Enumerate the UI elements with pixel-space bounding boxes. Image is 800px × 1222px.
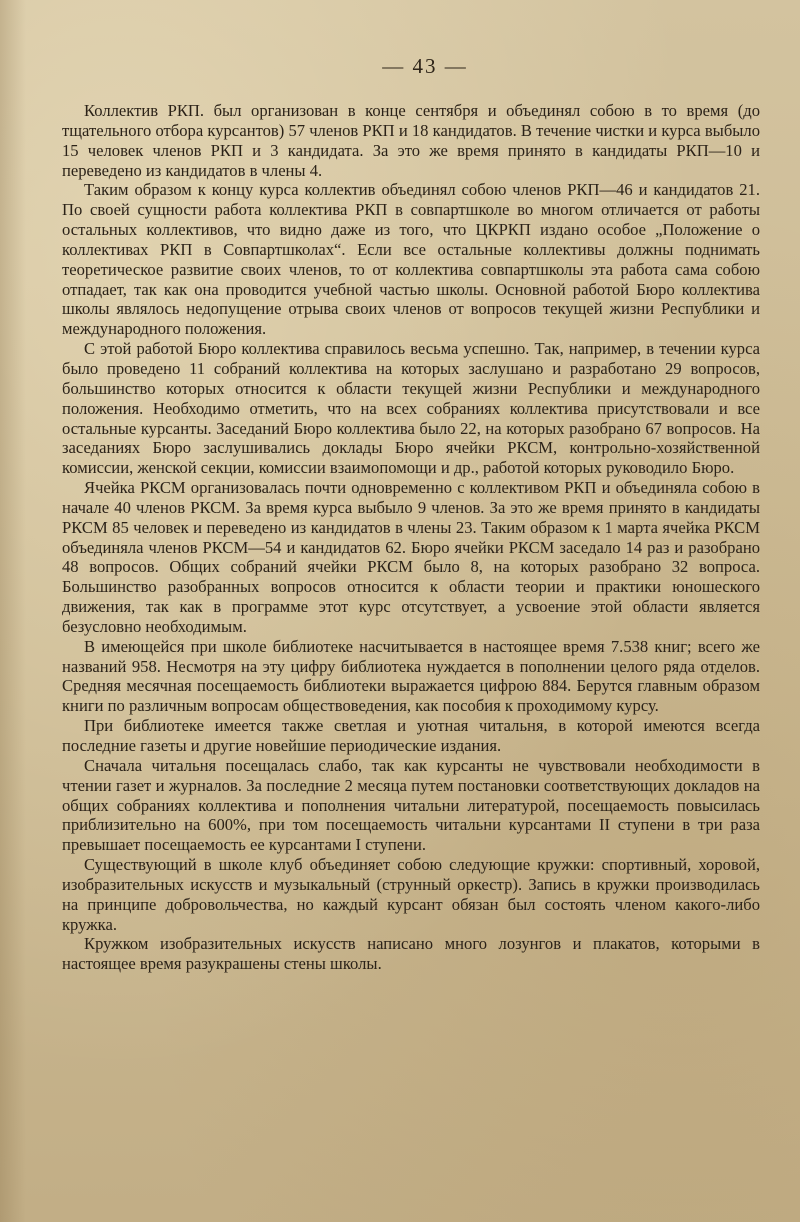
paragraph: В имеющейся при школе библиотеке насчитывается в настоящее время 7.538 книг; всего же названий 958. Несмотря на эту цифру библиотека нуждается в пополнении целого ряда отделов. Средняя месячная посещаемость библиотеки выражается цифрою 884. Берутся главным образом книги по различным вопросам обществоведения, как пособия к проходимому курсу. bbox=[62, 636, 760, 716]
paragraph: Кружком изобразительных искусств написано много лозунгов и плакатов, которыми в настоящее время разукрашены стены школы. bbox=[62, 934, 760, 974]
paragraph: При библиотеке имеется также светлая и уютная читальня, в которой имеются всегда последние газеты и другие новейшие периодические издания. bbox=[62, 716, 760, 755]
paragraph: Коллектив РКП. был организован в конце сентября и объединял собою в то время (до тщательного отбора курсантов) 57 членов РКП и 18 кандидатов. В течение чистки и курса выбыло 15 человек членов РКП и 3 кандидата. За это же время принято в кандидаты РКП—10 и переведено из кандидатов в члены 4. bbox=[62, 101, 760, 180]
paragraph: Существующий в школе клуб объединяет собою следующие кружки: спортивный, хоровой, изобразительных искусств и музыкальный (струнный оркестр). Запись в кружки производилась на принципе добровольчества, но каждый курсант обязан был состоять членом какого-либо кружка. bbox=[62, 855, 760, 934]
page-number: — 43 — bbox=[382, 54, 468, 78]
paragraph: Таким образом к концу курса коллектив объединял собою членов РКП—46 и кандидатов 21. По своей сущности работа коллектива РКП в совпартшколе во многом отличается от работы остальных коллективов, что видно даже из того, что ЦКРКП издано особое „Положение о коллективах РКП в Совпартшколах“. Если все остальные коллективы должны поднимать теоретическое развитие своих членов, то от коллектива совпартшколы эта работа сама собою отпадает, так как она проводится учебной частью школы. Основной работой Бюро коллектива школы являлось недопущение отрыва своих членов от вопросов текущей жизни Республики и международного положения. bbox=[62, 180, 760, 339]
paragraph: Ячейка РКСМ организовалась почти одновременно с коллективом РКП и объединяла собою в начале 40 членов РКСМ. За время курса выбыло 9 членов. За это же время принято в кандидаты РКСМ 85 человек и переведено из кандидатов в члены 23. Таким образом к 1 марта ячейка РКСМ объединяла членов РКСМ—54 и кандидатов 62. Бюро ячейки РКСМ заседало 14 раз и разобрано 48 вопросов. Общих собраний ячейки РКСМ было 8, на которых разобрано 32 вопроса. Большинство разобранных вопросов относится к области теории и практики юношеского движения, так как в программе этот курс отсутствует, а усвоение этой области является безусловно необходимым. bbox=[62, 478, 760, 636]
paragraph: С этой работой Бюро коллектива справилось весьма успешно. Так, например, в течении курса было проведено 11 собраний коллектива на которых заслушано и разработано 29 вопросов, большинство которых относится к области текущей жизни Республики и международного положения. Необходимо отметить, что на всех собраниях коллектива присутствовали и все остальные курсанты. Заседаний Бюро коллектива было 22, на которых разобрано 67 вопросов. На заседаниях Бюро заслушивались доклады Бюро ячейки РКСМ, контрольно-хозяйственной комиссии, женской секции, комиссии взаимопомощи и др., работой которых руководило Бюро. bbox=[62, 339, 760, 478]
paragraph: Сначала читальня посещалась слабо, так как курсанты не чувствовали необходимости в чтении газет и журналов. За последние 2 месяца путем постановки соответствующих докладов на общих собраниях коллектива и пополнения читальни литературой, посещаемость повысилась приблизительно на 600%, при том посещаемость читальни курсантами II ступени в три раза превышает посещаемость ее курсантами I ступени. bbox=[62, 755, 760, 855]
body-text bbox=[62, 101, 760, 974]
